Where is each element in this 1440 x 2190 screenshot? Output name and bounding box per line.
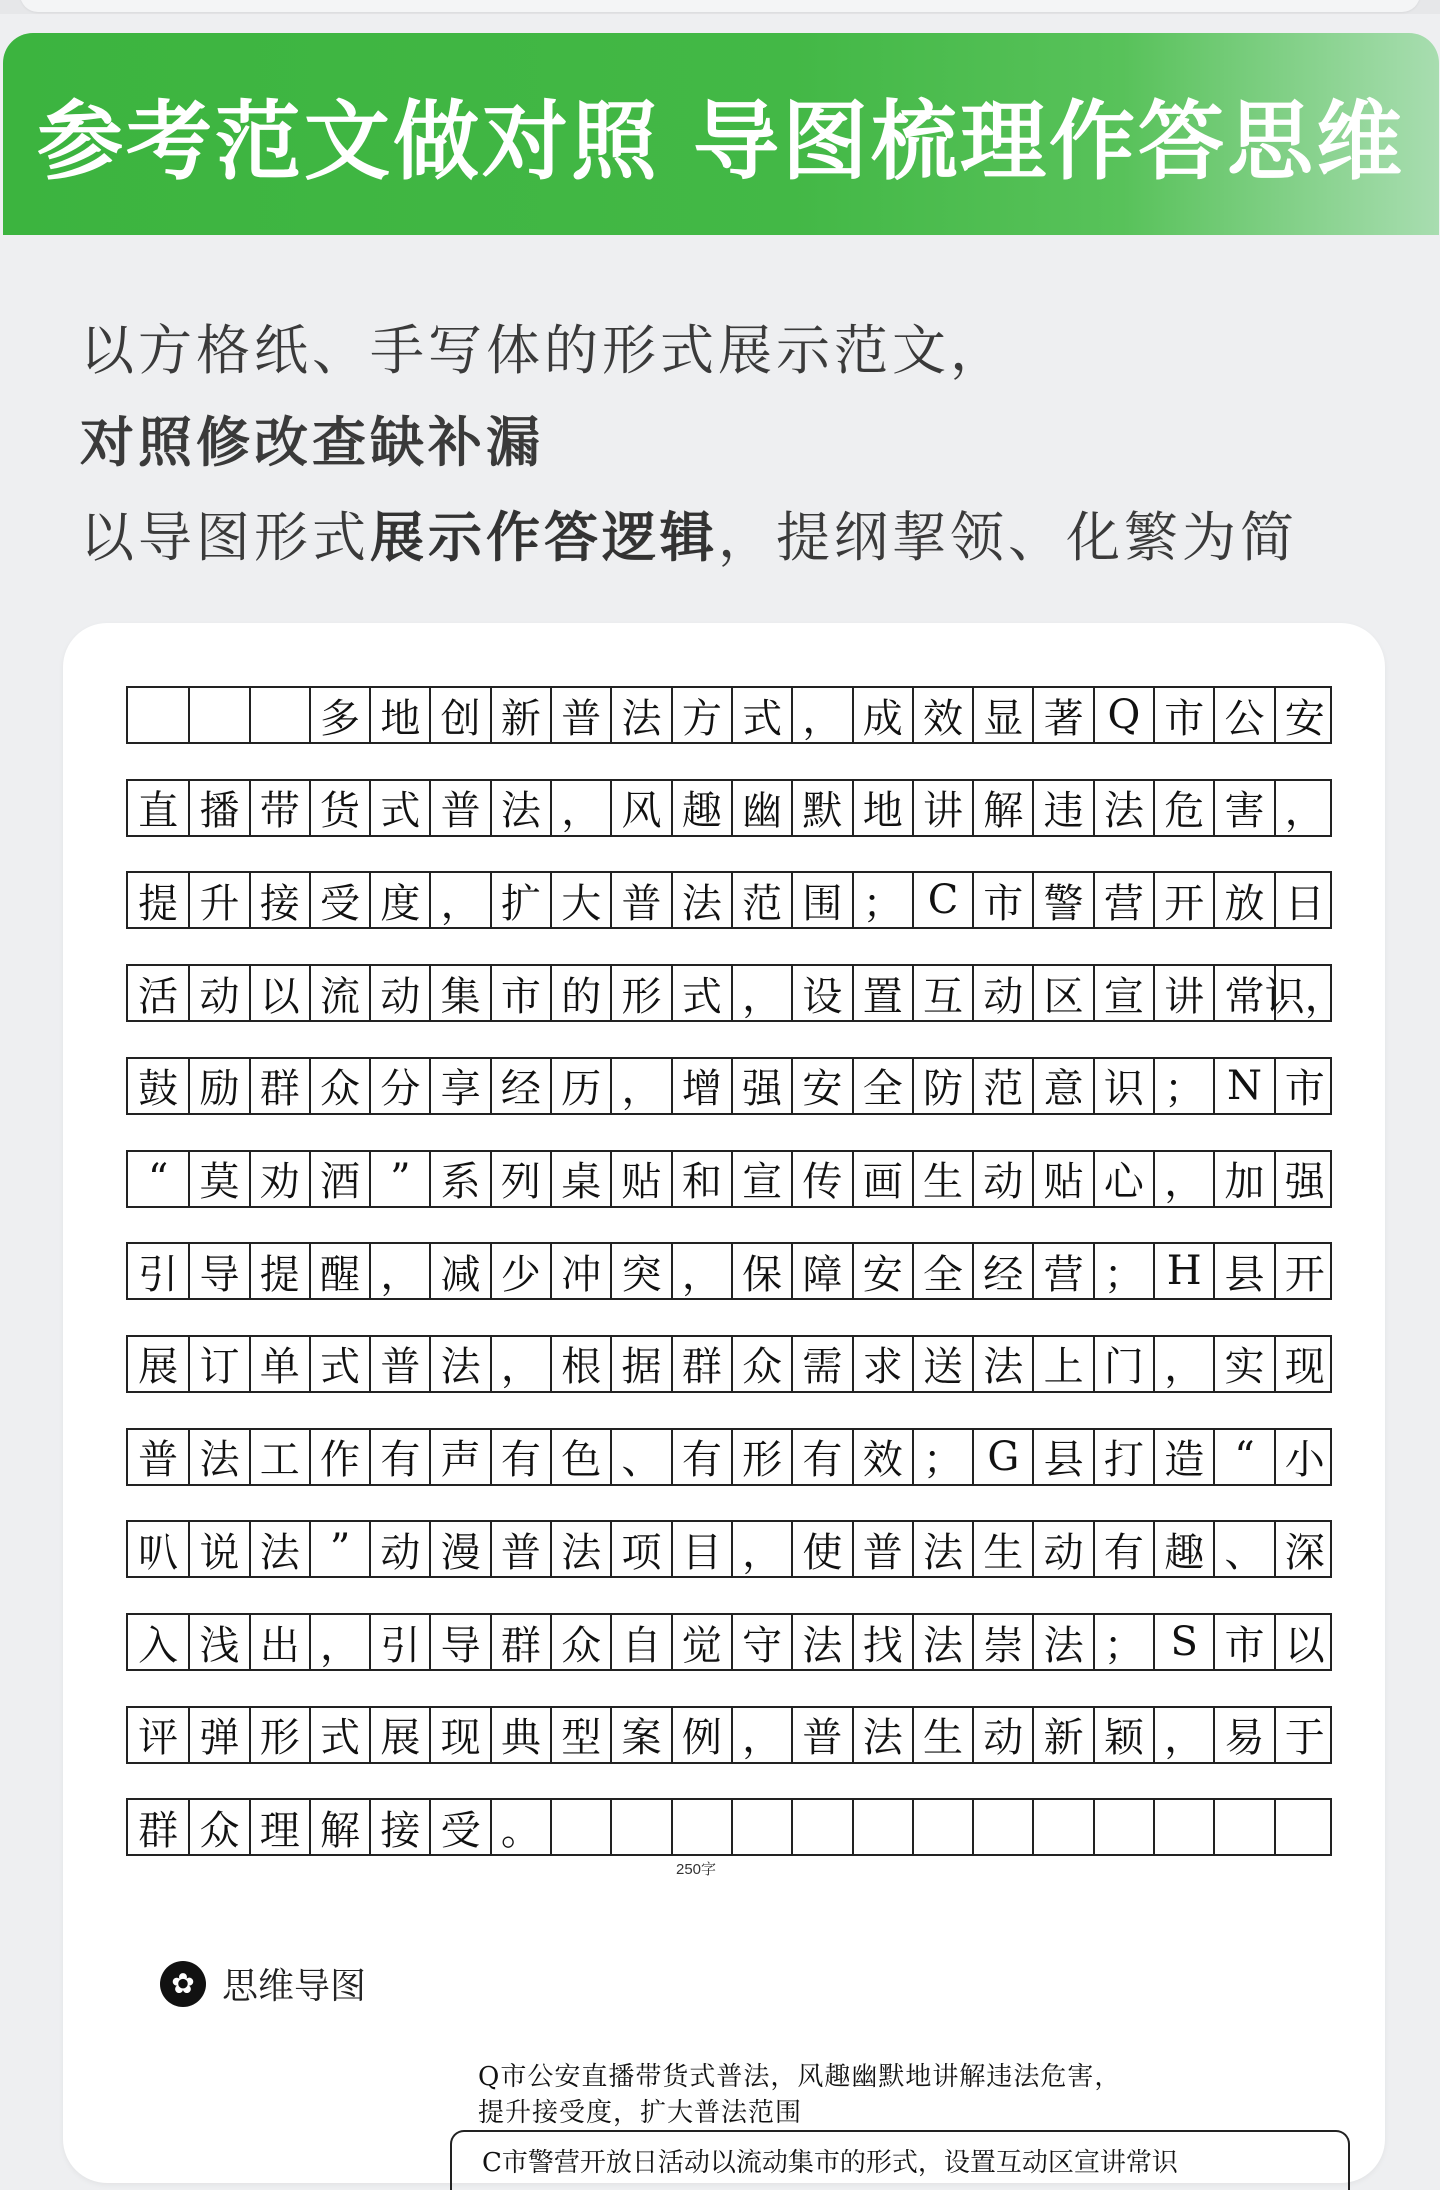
essay-grid-cell: 识， bbox=[1274, 966, 1334, 1020]
intro-line-3-bold: 展示作答逻辑 bbox=[370, 506, 718, 569]
essay-grid-cell: 突 bbox=[610, 1244, 670, 1298]
essay-grid-row bbox=[126, 1057, 1332, 1115]
essay-grid-cell: 解 bbox=[972, 781, 1032, 835]
essay-grid-cell: 历 bbox=[550, 1059, 610, 1113]
essay-grid-cell: 趣 bbox=[1153, 1522, 1213, 1576]
essay-grid-cell: 典 bbox=[490, 1708, 550, 1762]
essay-grid-cell: 法 bbox=[490, 781, 550, 835]
essay-grid-cell: 害 bbox=[1213, 781, 1273, 835]
essay-grid-cell: 理 bbox=[249, 1800, 309, 1854]
essay-grid-cell: 互 bbox=[912, 966, 972, 1020]
essay-grid-cell: ， bbox=[1153, 1708, 1213, 1762]
essay-grid-cell: 讲 bbox=[912, 781, 972, 835]
essay-grid-cell: ， bbox=[490, 1337, 550, 1391]
essay-grid-cell: 开 bbox=[1274, 1244, 1334, 1298]
essay-grid-cell: 式 bbox=[671, 966, 731, 1020]
essay-grid-cell: 活 bbox=[138, 973, 179, 1020]
essay-grid-cell: 范 bbox=[972, 1059, 1032, 1113]
essay-grid-cell: 普 bbox=[610, 873, 670, 927]
essay-grid-cell: “ bbox=[147, 1155, 169, 1202]
essay-grid-cell: 心 bbox=[1093, 1152, 1153, 1206]
essay-grid-cell: 动 bbox=[972, 966, 1032, 1020]
essay-grid-cell: 解 bbox=[309, 1800, 369, 1854]
essay-grid-row bbox=[126, 779, 1332, 837]
essay-grid-cell: S bbox=[1153, 1615, 1213, 1669]
essay-grid-cell: 法 bbox=[610, 688, 670, 742]
essay-grid-cell: H bbox=[1153, 1244, 1213, 1298]
essay-grid-cell: 普 bbox=[852, 1522, 912, 1576]
essay-grid-cell: 展 bbox=[369, 1708, 429, 1762]
essay-grid-cell bbox=[128, 688, 188, 742]
essay-grid-cell: 以 bbox=[249, 966, 309, 1020]
essay-grid-cell: ， bbox=[550, 781, 610, 835]
essay-grid-cell: 营 bbox=[1032, 1244, 1092, 1298]
essay-grid-cell: 式 bbox=[309, 1708, 369, 1762]
essay-grid-cell: 强 bbox=[731, 1059, 791, 1113]
essay-grid-cell: 求 bbox=[852, 1337, 912, 1391]
essay-grid-cell: 众 bbox=[731, 1337, 791, 1391]
essay-grid-cell: ， bbox=[309, 1615, 369, 1669]
essay-grid-cell: 县 bbox=[1032, 1430, 1092, 1484]
essay-grid-cell: ” bbox=[309, 1522, 369, 1576]
essay-grid-cell: 升 bbox=[188, 873, 248, 927]
section-banner bbox=[3, 33, 1439, 235]
essay-grid-cell: 地 bbox=[852, 781, 912, 835]
essay-grid-cell: 新 bbox=[1032, 1708, 1092, 1762]
essay-grid-cell: 门 bbox=[1093, 1337, 1153, 1391]
essay-grid-cell: 众 bbox=[188, 1800, 248, 1854]
essay-grid-cell: 受 bbox=[429, 1800, 489, 1854]
essay-paper-card bbox=[63, 623, 1385, 2183]
essay-grid-cell: 创 bbox=[429, 688, 489, 742]
essay-grid-cell bbox=[188, 688, 248, 742]
essay-grid-cell: 深 bbox=[1274, 1522, 1334, 1576]
essay-grid-cell: “ bbox=[1213, 1430, 1273, 1484]
essay-grid-cell: ， bbox=[429, 873, 489, 927]
essay-grid-cell: 风 bbox=[610, 781, 670, 835]
essay-grid-cell: 劝 bbox=[249, 1152, 309, 1206]
essay-grid-cell bbox=[791, 1800, 851, 1854]
essay-grid-row bbox=[126, 1335, 1332, 1393]
mindmap-box-text: C市警营开放日活动以流动集市的形式，设置互动区宣讲常识 bbox=[482, 2148, 1178, 2178]
essay-grid-cell: 型 bbox=[550, 1708, 610, 1762]
essay-grid-cell: 法 bbox=[249, 1522, 309, 1576]
essay-grid-cell: 有 bbox=[369, 1430, 429, 1484]
essay-grid-cell: ； bbox=[1093, 1244, 1153, 1298]
essay-grid-cell: 识 bbox=[1093, 1059, 1153, 1113]
essay-grid-cell: 效 bbox=[912, 688, 972, 742]
essay-grid-cell: 酒 bbox=[309, 1152, 369, 1206]
essay-grid-cell: 于 bbox=[1274, 1708, 1334, 1762]
essay-grid-cell: 。 bbox=[490, 1800, 550, 1854]
essay-grid-cell: 带 bbox=[249, 781, 309, 835]
essay-grid-cell bbox=[610, 1800, 670, 1854]
essay-grid-cell: 守 bbox=[731, 1615, 791, 1669]
essay-grid-cell: 莫 bbox=[188, 1152, 248, 1206]
essay-grid-cell: 根 bbox=[550, 1337, 610, 1391]
essay-grid-cell: 接 bbox=[369, 1800, 429, 1854]
essay-grid-cell: 显 bbox=[972, 688, 1032, 742]
essay-grid-cell: 大 bbox=[550, 873, 610, 927]
essay-grid-cell: 例 bbox=[671, 1708, 731, 1762]
essay-grid-cell: 接 bbox=[249, 873, 309, 927]
essay-grid-cell: 实 bbox=[1213, 1337, 1273, 1391]
previous-card-edge bbox=[20, 0, 1420, 12]
essay-grid-cell: 漫 bbox=[429, 1522, 489, 1576]
essay-grid-cell: 法 bbox=[912, 1615, 972, 1669]
essay-grid-cell: 幽 bbox=[731, 781, 791, 835]
essay-grid-cell: 声 bbox=[429, 1430, 489, 1484]
essay-grid-cell: 全 bbox=[852, 1059, 912, 1113]
essay-grid-cell: 展 bbox=[138, 1344, 179, 1391]
essay-grid-cell: 浅 bbox=[188, 1615, 248, 1669]
essay-grid-cell: 安 bbox=[791, 1059, 851, 1113]
essay-grid-cell: 桌 bbox=[550, 1152, 610, 1206]
essay-grid-cell: 式 bbox=[309, 1337, 369, 1391]
essay-grid-cell: 效 bbox=[852, 1430, 912, 1484]
essay-grid-cell: 扩 bbox=[490, 873, 550, 927]
essay-grid-cell: 案 bbox=[610, 1708, 670, 1762]
essay-grid-cell: 方 bbox=[671, 688, 731, 742]
essay-grid-cell: 颖 bbox=[1093, 1708, 1153, 1762]
essay-grid-cell: 易 bbox=[1213, 1708, 1273, 1762]
essay-grid-cell: 提 bbox=[249, 1244, 309, 1298]
essay-grid-cell: 货 bbox=[309, 781, 369, 835]
essay-grid-cell: ， bbox=[1153, 1337, 1213, 1391]
essay-grid-cell: ； bbox=[852, 873, 912, 927]
essay-grid-cell: 警 bbox=[1032, 873, 1092, 927]
essay-grid-cell: 需 bbox=[791, 1337, 851, 1391]
essay-grid-cell: 流 bbox=[309, 966, 369, 1020]
essay-grid-cell: 叭 bbox=[138, 1529, 179, 1576]
essay-grid-cell bbox=[249, 688, 309, 742]
essay-grid-cell: 营 bbox=[1093, 873, 1153, 927]
essay-grid-cell: ， bbox=[731, 1708, 791, 1762]
essay-grid-cell: 增 bbox=[671, 1059, 731, 1113]
essay-grid-cell: 分 bbox=[369, 1059, 429, 1113]
essay-grid-cell: 项 bbox=[610, 1522, 670, 1576]
essay-grid-cell: 受 bbox=[309, 873, 369, 927]
essay-grid-cell: 众 bbox=[309, 1059, 369, 1113]
essay-grid-cell: 法 bbox=[912, 1522, 972, 1576]
essay-grid-cell: ； bbox=[1153, 1059, 1213, 1113]
essay-grid-cell: 普 bbox=[429, 781, 489, 835]
essay-grid-cell: 度 bbox=[369, 873, 429, 927]
mindmap-node-line-1: Q市公安直播带货式普法，风趣幽默地讲解违法危害， bbox=[478, 2062, 1122, 2092]
essay-grid-cell: 加 bbox=[1213, 1152, 1273, 1206]
essay-grid-cell: 提 bbox=[138, 880, 179, 927]
essay-grid-cell: 经 bbox=[490, 1059, 550, 1113]
essay-grid-cell: 、 bbox=[610, 1430, 670, 1484]
essay-grid-cell: 趣 bbox=[671, 781, 731, 835]
essay-grid-cell bbox=[1213, 1800, 1273, 1854]
essay-grid-cell: Q bbox=[1093, 688, 1153, 742]
essay-grid-cell: 说 bbox=[188, 1522, 248, 1576]
essay-grid-cell: 贴 bbox=[1032, 1152, 1092, 1206]
essay-grid-cell: 群 bbox=[490, 1615, 550, 1669]
essay-grid-cell: 式 bbox=[731, 688, 791, 742]
essay-grid-cell: 法 bbox=[429, 1337, 489, 1391]
essay-grid-cell: 引 bbox=[369, 1615, 429, 1669]
essay-grid-cell: 意 bbox=[1032, 1059, 1092, 1113]
essay-grid-cell: 形 bbox=[610, 966, 670, 1020]
essay-grid-cell: 障 bbox=[791, 1244, 851, 1298]
essay-grid-row bbox=[126, 1613, 1332, 1671]
essay-grid-cell: 色 bbox=[550, 1430, 610, 1484]
essay-grid-cell: 有 bbox=[671, 1430, 731, 1484]
essay-grid-cell: 的 bbox=[550, 966, 610, 1020]
essay-grid-cell: 工 bbox=[249, 1430, 309, 1484]
essay-grid-cell: 系 bbox=[429, 1152, 489, 1206]
essay-grid-row bbox=[126, 1428, 1332, 1486]
essay-grid-cell: 违 bbox=[1032, 781, 1092, 835]
essay-grid-cell: 法 bbox=[188, 1430, 248, 1484]
essay-grid-cell: 群 bbox=[249, 1059, 309, 1113]
essay-grid-cell bbox=[731, 1800, 791, 1854]
essay-grid-cell: 有 bbox=[791, 1430, 851, 1484]
essay-grid-cell: 传 bbox=[791, 1152, 851, 1206]
essay-grid-cell: 地 bbox=[369, 688, 429, 742]
essay-grid-cell: 著 bbox=[1032, 688, 1092, 742]
essay-grid-cell: 现 bbox=[429, 1708, 489, 1762]
essay-grid-cell: 危 bbox=[1153, 781, 1213, 835]
essay-grid-cell: 普 bbox=[791, 1708, 851, 1762]
essay-grid-cell: 入 bbox=[138, 1622, 179, 1669]
essay-grid-cell: 冲 bbox=[550, 1244, 610, 1298]
essay-grid-cell: 有 bbox=[1093, 1522, 1153, 1576]
intro-line-1: 以方格纸、手写体的形式展示范文， bbox=[80, 319, 1008, 382]
essay-grid-cell bbox=[1032, 1800, 1092, 1854]
essay-grid-cell: 法 bbox=[1093, 781, 1153, 835]
essay-grid-row bbox=[126, 964, 1345, 1022]
essay-grid-cell: 动 bbox=[972, 1708, 1032, 1762]
intro-line-3-c: ，提纲挈领、化繁为简 bbox=[718, 506, 1298, 569]
essay-grid-cell: 觉 bbox=[671, 1615, 731, 1669]
essay-grid-cell: ， bbox=[731, 1522, 791, 1576]
essay-grid-cell: 讲 bbox=[1153, 966, 1213, 1020]
essay-grid-row bbox=[126, 1798, 1332, 1856]
essay-grid-cell: 播 bbox=[188, 781, 248, 835]
essay-grid-cell: 经 bbox=[972, 1244, 1032, 1298]
essay-grid-cell: 评 bbox=[138, 1715, 179, 1762]
essay-grid-cell bbox=[852, 1800, 912, 1854]
essay-grid-cell: 找 bbox=[852, 1615, 912, 1669]
essay-grid-cell: 形 bbox=[249, 1708, 309, 1762]
essay-grid-cell: 保 bbox=[731, 1244, 791, 1298]
essay-grid-cell: 生 bbox=[972, 1522, 1032, 1576]
essay-grid-cell: 多 bbox=[309, 688, 369, 742]
essay-grid-row bbox=[126, 686, 1332, 744]
essay-grid-row bbox=[126, 1150, 1332, 1208]
essay-grid-cell: 强 bbox=[1274, 1152, 1334, 1206]
essay-grid-cell: 现 bbox=[1274, 1337, 1334, 1391]
essay-grid-cell: 宣 bbox=[731, 1152, 791, 1206]
essay-grid-cell: ， bbox=[791, 688, 851, 742]
essay-grid-cell: 式 bbox=[369, 781, 429, 835]
essay-grid-cell: 有 bbox=[490, 1430, 550, 1484]
essay-grid-row bbox=[126, 1520, 1332, 1578]
essay-grid-cell: ， bbox=[1153, 1152, 1213, 1206]
essay-grid-cell: 市 bbox=[490, 966, 550, 1020]
essay-grid-cell: 公 bbox=[1213, 688, 1273, 742]
essay-grid-cell: ； bbox=[912, 1430, 972, 1484]
essay-grid-cell: 普 bbox=[490, 1522, 550, 1576]
essay-grid-cell: C bbox=[912, 873, 972, 927]
essay-grid-cell: 普 bbox=[369, 1337, 429, 1391]
essay-grid-cell: 市 bbox=[1153, 688, 1213, 742]
essay-grid-cell: 单 bbox=[249, 1337, 309, 1391]
essay-grid-cell: 防 bbox=[912, 1059, 972, 1113]
essay-grid-cell: ， bbox=[671, 1244, 731, 1298]
essay-grid-row bbox=[126, 1242, 1332, 1300]
essay-grid-cell bbox=[550, 1800, 610, 1854]
essay-grid-cell: 法 bbox=[550, 1522, 610, 1576]
essay-grid-cell: 上 bbox=[1032, 1337, 1092, 1391]
essay-grid-cell: 范 bbox=[731, 873, 791, 927]
essay-grid-cell: 生 bbox=[912, 1708, 972, 1762]
essay-grid-cell: 众 bbox=[550, 1615, 610, 1669]
essay-grid-cell: 常 bbox=[1213, 966, 1273, 1020]
essay-grid-cell: 醒 bbox=[309, 1244, 369, 1298]
essay-grid-cell: 区 bbox=[1032, 966, 1092, 1020]
essay-grid-cell: 送 bbox=[912, 1337, 972, 1391]
essay-grid-cell: 放 bbox=[1213, 873, 1273, 927]
essay-grid-cell: 安 bbox=[852, 1244, 912, 1298]
mindmap-node-line-2: 提升接受度，扩大普法范围 bbox=[478, 2098, 803, 2128]
essay-grid-cell: 崇 bbox=[972, 1615, 1032, 1669]
essay-grid-cell: 直 bbox=[138, 788, 179, 835]
essay-grid-cell: ” bbox=[369, 1152, 429, 1206]
essay-grid-cell: ， bbox=[731, 966, 791, 1020]
essay-grid-cell: 出 bbox=[249, 1615, 309, 1669]
essay-grid-cell: 县 bbox=[1213, 1244, 1273, 1298]
banner-title: 参考范文做对照 导图梳理作答思维 bbox=[37, 92, 1405, 192]
essay-grid-cell bbox=[972, 1800, 1032, 1854]
essay-grid-cell: 画 bbox=[852, 1152, 912, 1206]
essay-grid-cell: 群 bbox=[138, 1807, 179, 1854]
essay-grid-cell: 形 bbox=[731, 1430, 791, 1484]
essay-grid-cell: 设 bbox=[791, 966, 851, 1020]
essay-grid-cell: 订 bbox=[188, 1337, 248, 1391]
essay-grid-cell: 默 bbox=[791, 781, 851, 835]
essay-grid-cell: 动 bbox=[369, 966, 429, 1020]
essay-grid-cell: 、 bbox=[1213, 1522, 1273, 1576]
essay-grid-cell: 动 bbox=[369, 1522, 429, 1576]
essay-grid-cell: 市 bbox=[1274, 1059, 1334, 1113]
essay-grid-cell: G bbox=[972, 1430, 1032, 1484]
essay-grid-cell: 置 bbox=[852, 966, 912, 1020]
essay-grid-cell: 和 bbox=[671, 1152, 731, 1206]
essay-grid-cell: 小 bbox=[1274, 1430, 1334, 1484]
word-count-label: 250字 bbox=[676, 1861, 717, 1878]
essay-grid-cell: 列 bbox=[490, 1152, 550, 1206]
essay-grid-cell: 使 bbox=[791, 1522, 851, 1576]
essay-grid-cell: 励 bbox=[188, 1059, 248, 1113]
essay-grid-cell: 动 bbox=[188, 966, 248, 1020]
essay-grid-row bbox=[126, 871, 1332, 929]
essay-grid-cell: 日 bbox=[1274, 873, 1334, 927]
essay-grid-cell: ， bbox=[369, 1244, 429, 1298]
essay-grid-cell: 自 bbox=[610, 1615, 670, 1669]
essay-grid-cell: 成 bbox=[852, 688, 912, 742]
essay-grid-cell: 以 bbox=[1274, 1615, 1334, 1669]
essay-grid-cell: 少 bbox=[490, 1244, 550, 1298]
essay-grid-cell: 新 bbox=[490, 688, 550, 742]
essay-grid-cell: 动 bbox=[972, 1152, 1032, 1206]
essay-grid-row bbox=[126, 1706, 1332, 1764]
essay-grid-cell: N bbox=[1213, 1059, 1273, 1113]
essay-grid-cell: 作 bbox=[309, 1430, 369, 1484]
essay-grid-cell: 市 bbox=[1213, 1615, 1273, 1669]
essay-grid-cell: 普 bbox=[550, 688, 610, 742]
essay-grid-cell: 生 bbox=[912, 1152, 972, 1206]
essay-grid-cell bbox=[912, 1800, 972, 1854]
essay-grid-cell: 法 bbox=[852, 1708, 912, 1762]
essay-grid-cell: 全 bbox=[912, 1244, 972, 1298]
essay-grid-cell: ， bbox=[610, 1059, 670, 1113]
essay-grid-cell: ； bbox=[1093, 1615, 1153, 1669]
mindmap-node-box bbox=[450, 2130, 1350, 2190]
essay-grid-cell: 法 bbox=[791, 1615, 851, 1669]
essay-grid-cell: 宣 bbox=[1093, 966, 1153, 1020]
essay-grid-cell: 集 bbox=[429, 966, 489, 1020]
essay-grid-cell: 引 bbox=[138, 1251, 179, 1298]
essay-grid-cell: 享 bbox=[429, 1059, 489, 1113]
essay-grid-cell bbox=[1153, 1800, 1213, 1854]
essay-grid-cell: 鼓 bbox=[138, 1066, 179, 1113]
essay-grid-cell: ， bbox=[1274, 781, 1334, 835]
essay-grid-cell: 围 bbox=[791, 873, 851, 927]
intro-line-2: 对照修改查缺补漏 bbox=[80, 411, 544, 474]
essay-grid-cell: 据 bbox=[610, 1337, 670, 1391]
essay-grid-cell: 开 bbox=[1153, 873, 1213, 927]
mindmap-header bbox=[160, 1958, 366, 2009]
essay-grid-cell: 法 bbox=[1032, 1615, 1092, 1669]
essay-grid-cell: 目 bbox=[671, 1522, 731, 1576]
essay-grid-cell: 导 bbox=[188, 1244, 248, 1298]
mindmap-title: 思维导图 bbox=[222, 1966, 367, 2007]
essay-grid-cell: 打 bbox=[1093, 1430, 1153, 1484]
essay-grid-cell bbox=[1274, 1800, 1334, 1854]
essay-grid-cell: 法 bbox=[671, 873, 731, 927]
essay-grid-cell: 群 bbox=[671, 1337, 731, 1391]
essay-grid-cell bbox=[1093, 1800, 1153, 1854]
essay-grid-cell: 安 bbox=[1274, 688, 1334, 742]
flower-icon: ✿ bbox=[160, 1961, 206, 2007]
essay-grid-cell: 导 bbox=[429, 1615, 489, 1669]
essay-grid-cell: 普 bbox=[138, 1437, 179, 1484]
intro-line-3-a: 以导图形式 bbox=[80, 506, 370, 569]
intro-line-3 bbox=[80, 495, 1298, 572]
essay-grid-cell: 造 bbox=[1153, 1430, 1213, 1484]
essay-grid-cell: 贴 bbox=[610, 1152, 670, 1206]
essay-grid-cell: 动 bbox=[1032, 1522, 1092, 1576]
essay-grid-cell: 法 bbox=[972, 1337, 1032, 1391]
essay-grid-cell bbox=[671, 1800, 731, 1854]
essay-grid-cell: 弹 bbox=[188, 1708, 248, 1762]
essay-grid-cell: 减 bbox=[429, 1244, 489, 1298]
essay-grid-cell: 市 bbox=[972, 873, 1032, 927]
